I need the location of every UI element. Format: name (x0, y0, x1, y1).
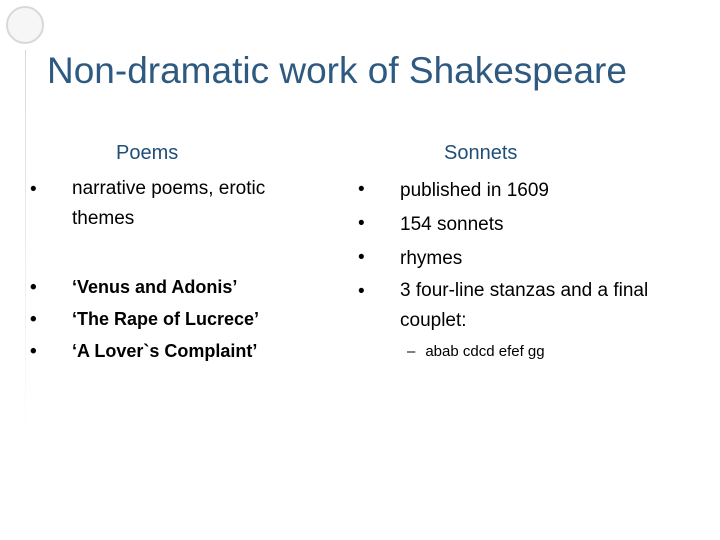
list-item (30, 304, 330, 336)
list-item (358, 242, 678, 276)
poems-intro-list (30, 174, 330, 235)
decorative-divider (25, 50, 26, 450)
list-item-text: 3 four-line stanzas and a final couplet: (400, 280, 649, 331)
sonnets-heading: Sonnets (444, 142, 518, 164)
rhyme-scheme-list (407, 343, 545, 360)
bullet-icon: • (358, 179, 365, 200)
list-item (358, 174, 678, 208)
sonnets-list (358, 174, 678, 337)
bullet-icon: • (30, 277, 37, 298)
bullet-icon: • (358, 213, 365, 234)
list-item (358, 276, 678, 337)
bullet-icon: • (30, 341, 37, 362)
slide-title: Non-dramatic work of Shakespeare (47, 50, 627, 91)
list-item-text: 154 sonnets (400, 214, 504, 235)
poems-heading: Poems (116, 142, 179, 164)
poems-works-list (30, 272, 330, 368)
bullet-icon: • (358, 281, 365, 302)
list-item-text: ‘A Lover`s Complaint’ (72, 341, 258, 361)
logo-emblem (6, 6, 44, 44)
list-item-text: ‘Venus and Adonis’ (72, 277, 238, 297)
list-item-text: narrative poems, erotic themes (72, 178, 266, 229)
bullet-icon: • (30, 179, 37, 200)
list-item-text: published in 1609 (400, 180, 549, 201)
list-item (407, 343, 545, 360)
list-item (30, 174, 330, 235)
list-item (30, 272, 330, 304)
list-item-text: rhymes (400, 248, 463, 269)
list-item (358, 208, 678, 242)
rhyme-scheme-text: abab cdcd efef gg (425, 343, 545, 360)
dash-icon: – (407, 343, 416, 360)
bullet-icon: • (30, 309, 37, 330)
list-item (30, 336, 330, 368)
list-item-text: ‘The Rape of Lucrece’ (72, 309, 260, 329)
bullet-icon: • (358, 247, 365, 268)
